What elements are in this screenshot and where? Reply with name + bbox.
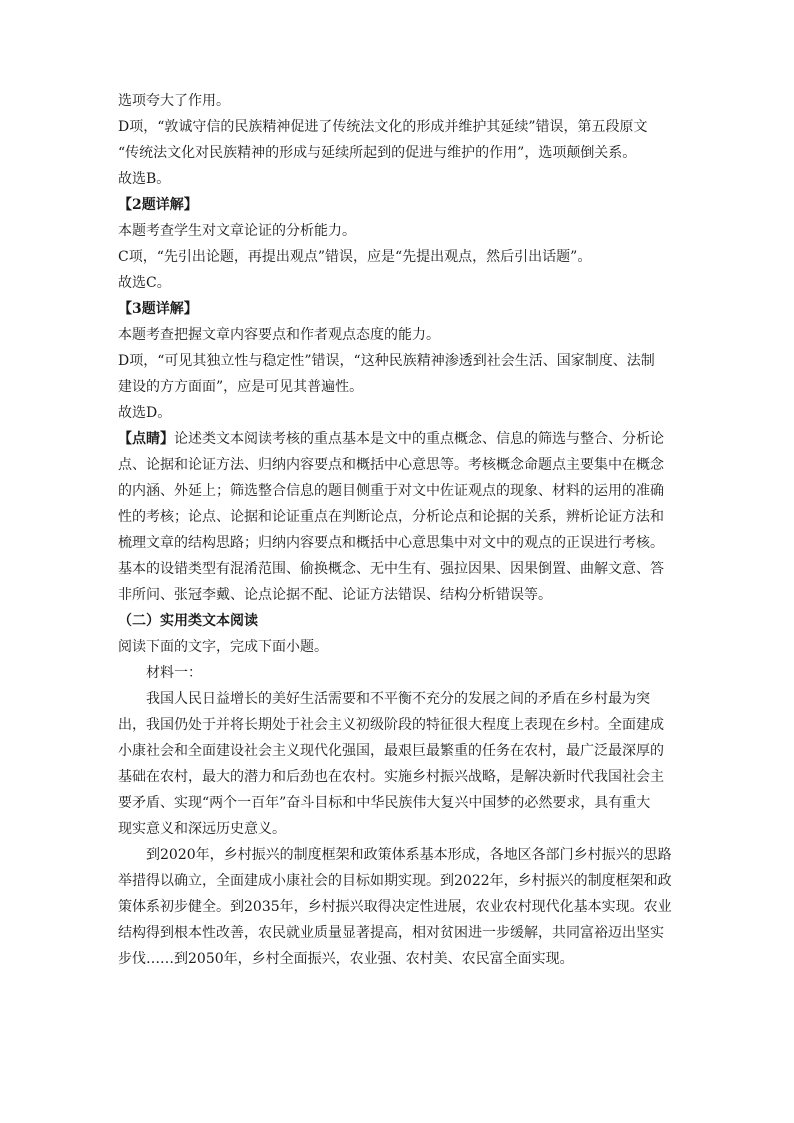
text-line: 非所问、张冠李戴、论点论据不配、论证方法错误、结构分析错误等。 — [118, 587, 552, 603]
text-line: 的内涵、外延上；筛选整合信息的题目侧重于对文中佐证观点的现象、材料的运用的准确 — [118, 483, 664, 499]
document-page — [118, 88, 676, 972]
text-line: 论述类文本阅读考核的重点基本是文中的重点概念、信息的筛选与整合、分析论 — [174, 431, 664, 447]
text-line: 举措得以确立，全面建成小康社会的目标如期实现。到2022年，乡村振兴的制度框架和政 — [118, 873, 672, 889]
paragraph-1 — [118, 686, 676, 842]
text-line: 选项夸大了作用。 — [118, 93, 230, 109]
dianjing-label: 【点睛】 — [118, 431, 174, 447]
text-line: 点、论据和论证方法、归纳内容要点和概括中心意思等。考核概念命题点主要集中在概念 — [118, 457, 664, 473]
subheading-q3: 【3题详解】 — [118, 301, 198, 317]
text-line: 故选D。 — [118, 405, 172, 421]
text-line: 步伐……到2050年，乡村全面振兴，农业强、农村美、农民富全面实现。 — [118, 951, 574, 967]
text-line: 到2020年，乡村振兴的制度框架和政策体系基本形成，各地区各部门乡村振兴的思路 — [146, 847, 672, 863]
text-line: 我国人民日益增长的美好生活需要和不平衡不充分的发展之间的矛盾在乡村最为突 — [146, 691, 650, 707]
instruction-text: 阅读下面的文字，完成下面小题。 — [118, 639, 328, 655]
text-line: 出，我国仍处于并将长期处于社会主义初级阶段的特征很大程度上表现在乡村。全面建成 — [118, 717, 664, 733]
text-line: 要矛盾、实现“两个一百年”奋斗目标和中华民族伟大复兴中国梦的必然要求，具有重大 — [118, 795, 651, 811]
text-line: 性的考核；论点、论据和论证重点在判断论点，分析论点和论据的关系，辨析论证方法和 — [118, 509, 664, 525]
material-label: 材料一： — [146, 665, 202, 681]
text-line: 故选B。 — [118, 171, 171, 187]
dianjing-block — [118, 426, 676, 608]
text-line: 梳理文章的结构思路；归纳内容要点和概括中心意思集中对文中的观点的正误进行考核。 — [118, 535, 664, 551]
text-line: 故选C。 — [118, 275, 171, 291]
text-line: 现实意义和深远历史意义。 — [118, 821, 286, 837]
text-line: “传统法文化对民族精神的形成与延续所起到的促进与维护的作用”，选项颠倒关系。 — [118, 145, 637, 161]
text-line: 本题考查学生对文章论证的分析能力。 — [118, 223, 356, 239]
text-line: 基础在农村，最大的潜力和后劲也在农村。实施乡村振兴战略，是解决新时代我国社会主 — [118, 769, 664, 785]
text-line: D项，“敦诚守信的民族精神促进了传统法文化的形成并维护其延续”错误，第五段原文 — [118, 119, 648, 135]
text-line: 建设的方方面面”，应是可见其普遍性。 — [118, 379, 364, 395]
text-line: 基本的设错类型有混淆范围、偷换概念、无中生有、强拉因果、因果倒置、曲解文意、答 — [118, 561, 664, 577]
text-line: 策体系初步健全。到2035年，乡村振兴取得决定性进展，农业农村现代化基本实现。农业 — [118, 899, 672, 915]
text-line: 结构得到根本性改善，农民就业质量显著提高，相对贫困进一步缓解，共同富裕迈出坚实 — [118, 925, 664, 941]
paragraph-2 — [118, 842, 676, 972]
text-line: D项，“可见其独立性与稳定性”错误，“这种民族精神渗透到社会生活、国家制度、法制 — [118, 353, 655, 369]
section-title: （二）实用类文本阅读 — [118, 613, 258, 629]
text-line: C项，“先引出论题，再提出观点”错误，应是“先提出观点，然后引出话题”。 — [118, 249, 592, 265]
subheading-q2: 【2题详解】 — [118, 197, 198, 213]
text-line: 小康社会和全面建设社会主义现代化强国，最艰巨最繁重的任务在农村，最广泛最深厚的 — [118, 743, 664, 759]
text-line: 本题考查把握文章内容要点和作者观点态度的能力。 — [118, 327, 440, 343]
